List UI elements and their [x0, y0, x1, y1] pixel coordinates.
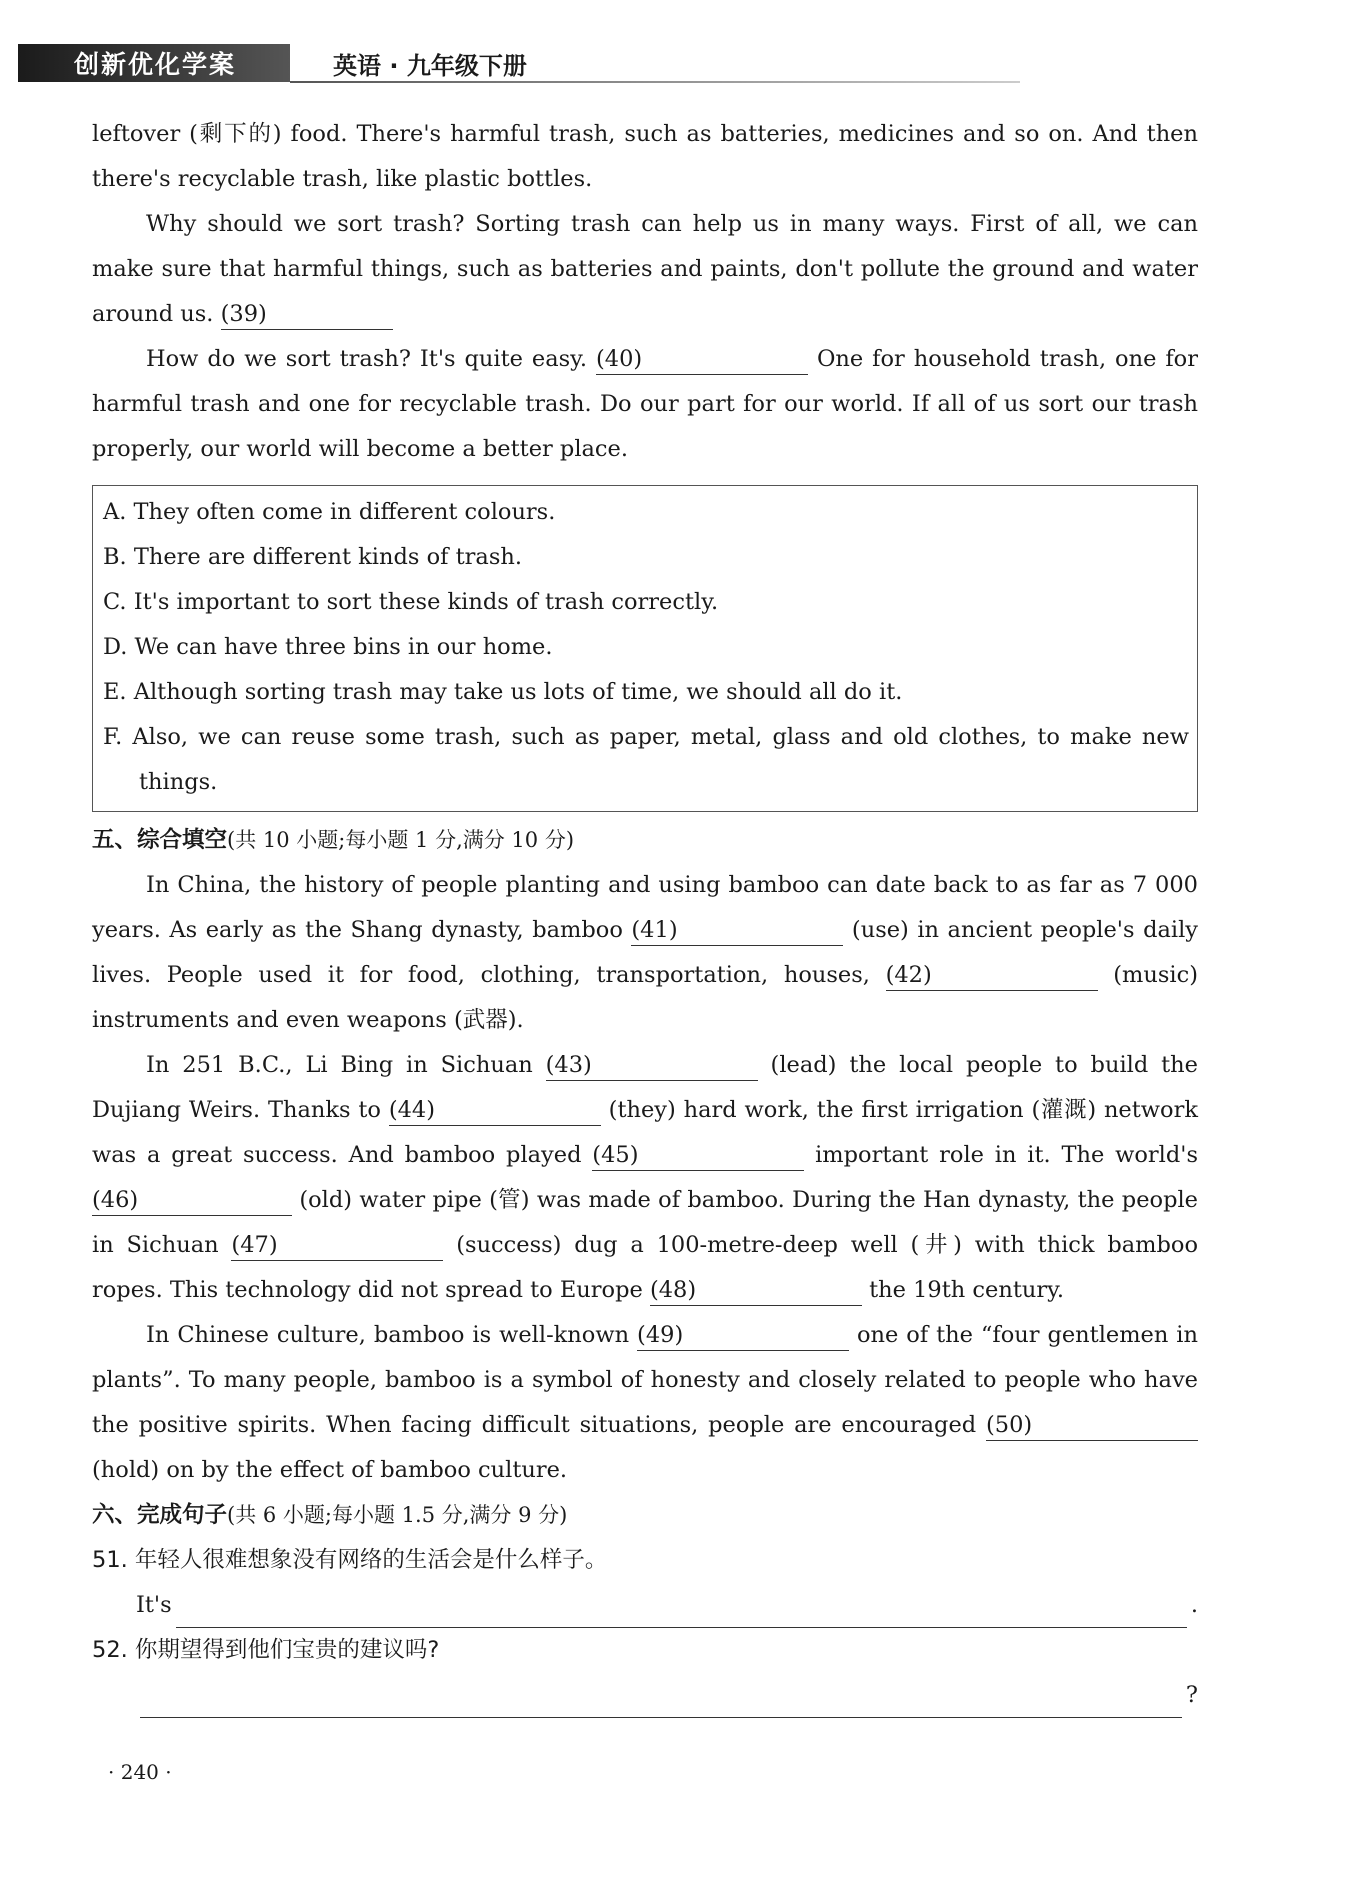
passage-text: (use) in ancient people's daily lives. People used it for food, clothing, transportation, houses, — [92, 917, 1198, 988]
option-c: C. It's important to sort these kinds of trash correctly. — [103, 589, 719, 615]
page-content — [92, 112, 1198, 1718]
passage-text: One for household trash, one for harmful trash and one for recyclable trash. Do our part for our world. If all of us sort our trash properly, our world will become a better place. — [92, 346, 1198, 462]
passage-text: In Chinese culture, bamboo is well-known — [146, 1322, 638, 1348]
answer-blank-52[interactable] — [140, 1689, 1182, 1718]
answer-suffix: . — [1190, 1592, 1198, 1618]
question-51: 51. 年轻人很难想象没有网络的生活会是什么样子。 — [92, 1547, 608, 1573]
question-52: 52. 你期望得到他们宝贵的建议吗? — [92, 1637, 440, 1663]
blank-40[interactable]: (40) — [596, 344, 808, 375]
answer-blank-51[interactable] — [176, 1599, 1187, 1628]
answer-suffix: ? — [1185, 1682, 1198, 1708]
passage-text: (old) water pipe (管) was made of bamboo. During the Han dynasty, the people in Sichuan — [92, 1187, 1198, 1258]
options-box — [92, 485, 1198, 812]
passage-text: (hold) on by the effect of bamboo culture. — [92, 1457, 568, 1483]
section-5-heading — [92, 818, 1198, 863]
blank-45[interactable]: (45) — [592, 1140, 804, 1171]
page-header — [18, 44, 1328, 82]
passage-text: the 19th century. — [861, 1277, 1065, 1303]
passage-text: How do we sort trash? It's quite easy. — [146, 346, 596, 372]
section-6-heading — [92, 1493, 1198, 1538]
section-5-paragraph-3 — [92, 1313, 1198, 1493]
option-a: A. They often come in different colours. — [103, 499, 556, 525]
section-note: (共 6 小题;每小题 1.5 分,满分 9 分) — [227, 1503, 568, 1527]
passage-text: (they) hard work, the first irrigation (灌溉) network was a great success. And bamboo played — [92, 1097, 1198, 1168]
passage-text: In China, the history of people planting and using bamboo can date back to as far as 7 000 years. As early as the Shang dynasty, bamboo — [92, 872, 1198, 943]
answer-line-51 — [92, 1583, 1198, 1628]
blank-49[interactable]: (49) — [637, 1320, 849, 1351]
option-b: B. There are different kinds of trash. — [103, 544, 523, 570]
blank-41[interactable]: (41) — [631, 915, 843, 946]
section-note: (共 10 小题;每小题 1 分,满分 10 分) — [227, 828, 575, 852]
blank-43[interactable]: (43) — [546, 1050, 758, 1081]
section-title: 五、综合填空 — [92, 827, 228, 853]
header-divider — [290, 81, 1020, 83]
passage-paragraph-1: leftover (剩下的) food. There's harmful trash, such as batteries, medicines and so on. And then there's recyclable trash, like plastic bottles. — [92, 121, 1198, 192]
passage-text: (music) instruments and even weapons (武器). — [92, 962, 1198, 1033]
blank-42[interactable]: (42) — [886, 960, 1098, 991]
answer-line-52 — [92, 1673, 1198, 1718]
blank-47[interactable]: (47) — [231, 1230, 443, 1261]
passage-paragraph-3 — [92, 337, 1198, 472]
section-5-paragraph-1 — [92, 863, 1198, 1043]
blank-48[interactable]: (48) — [650, 1275, 862, 1306]
option-e: E. Although sorting trash may take us lots of time, we should all do it. — [103, 679, 903, 705]
passage-text: important role in it. The world's — [804, 1142, 1198, 1168]
passage-paragraph-2 — [92, 202, 1198, 337]
section-title: 六、完成句子 — [92, 1502, 228, 1528]
passage-text: (success) dug a 100-metre-deep well (井) with thick bamboo ropes. This technology did not spread to Europe — [92, 1232, 1198, 1303]
passage-text: Why should we sort trash? Sorting trash can help us in many ways. First of all, we can make sure that harmful things, such as batteries and paints, don't pollute the ground and water around us. — [92, 211, 1198, 327]
passage-text: In 251 B.C., Li Bing in Sichuan — [146, 1052, 546, 1078]
page-number: · 240 · — [108, 1760, 172, 1784]
brand-logo: 创新优化学案 — [18, 44, 290, 82]
passage-text: one of the “four gentlemen in plants”. To many people, bamboo is a symbol of honesty and closely related to people who have the positive spirits. When facing difficult situations, people are encouraged — [92, 1322, 1198, 1438]
blank-46[interactable]: (46) — [92, 1185, 292, 1216]
blank-39[interactable]: (39) — [221, 299, 393, 330]
blank-44[interactable]: (44) — [389, 1095, 601, 1126]
passage-text: (lead) the local people to build the Dujiang Weirs. Thanks to — [92, 1052, 1198, 1123]
blank-50[interactable]: (50) — [986, 1410, 1198, 1441]
subject-title: 英语 · 九年级下册 — [333, 52, 527, 80]
option-d: D. We can have three bins in our home. — [103, 634, 553, 660]
section-5-paragraph-2 — [92, 1043, 1198, 1313]
answer-prefix: It's — [136, 1592, 172, 1618]
option-f: F. Also, we can reuse some trash, such as paper, metal, glass and old clothes, to make new things. — [103, 724, 1189, 795]
